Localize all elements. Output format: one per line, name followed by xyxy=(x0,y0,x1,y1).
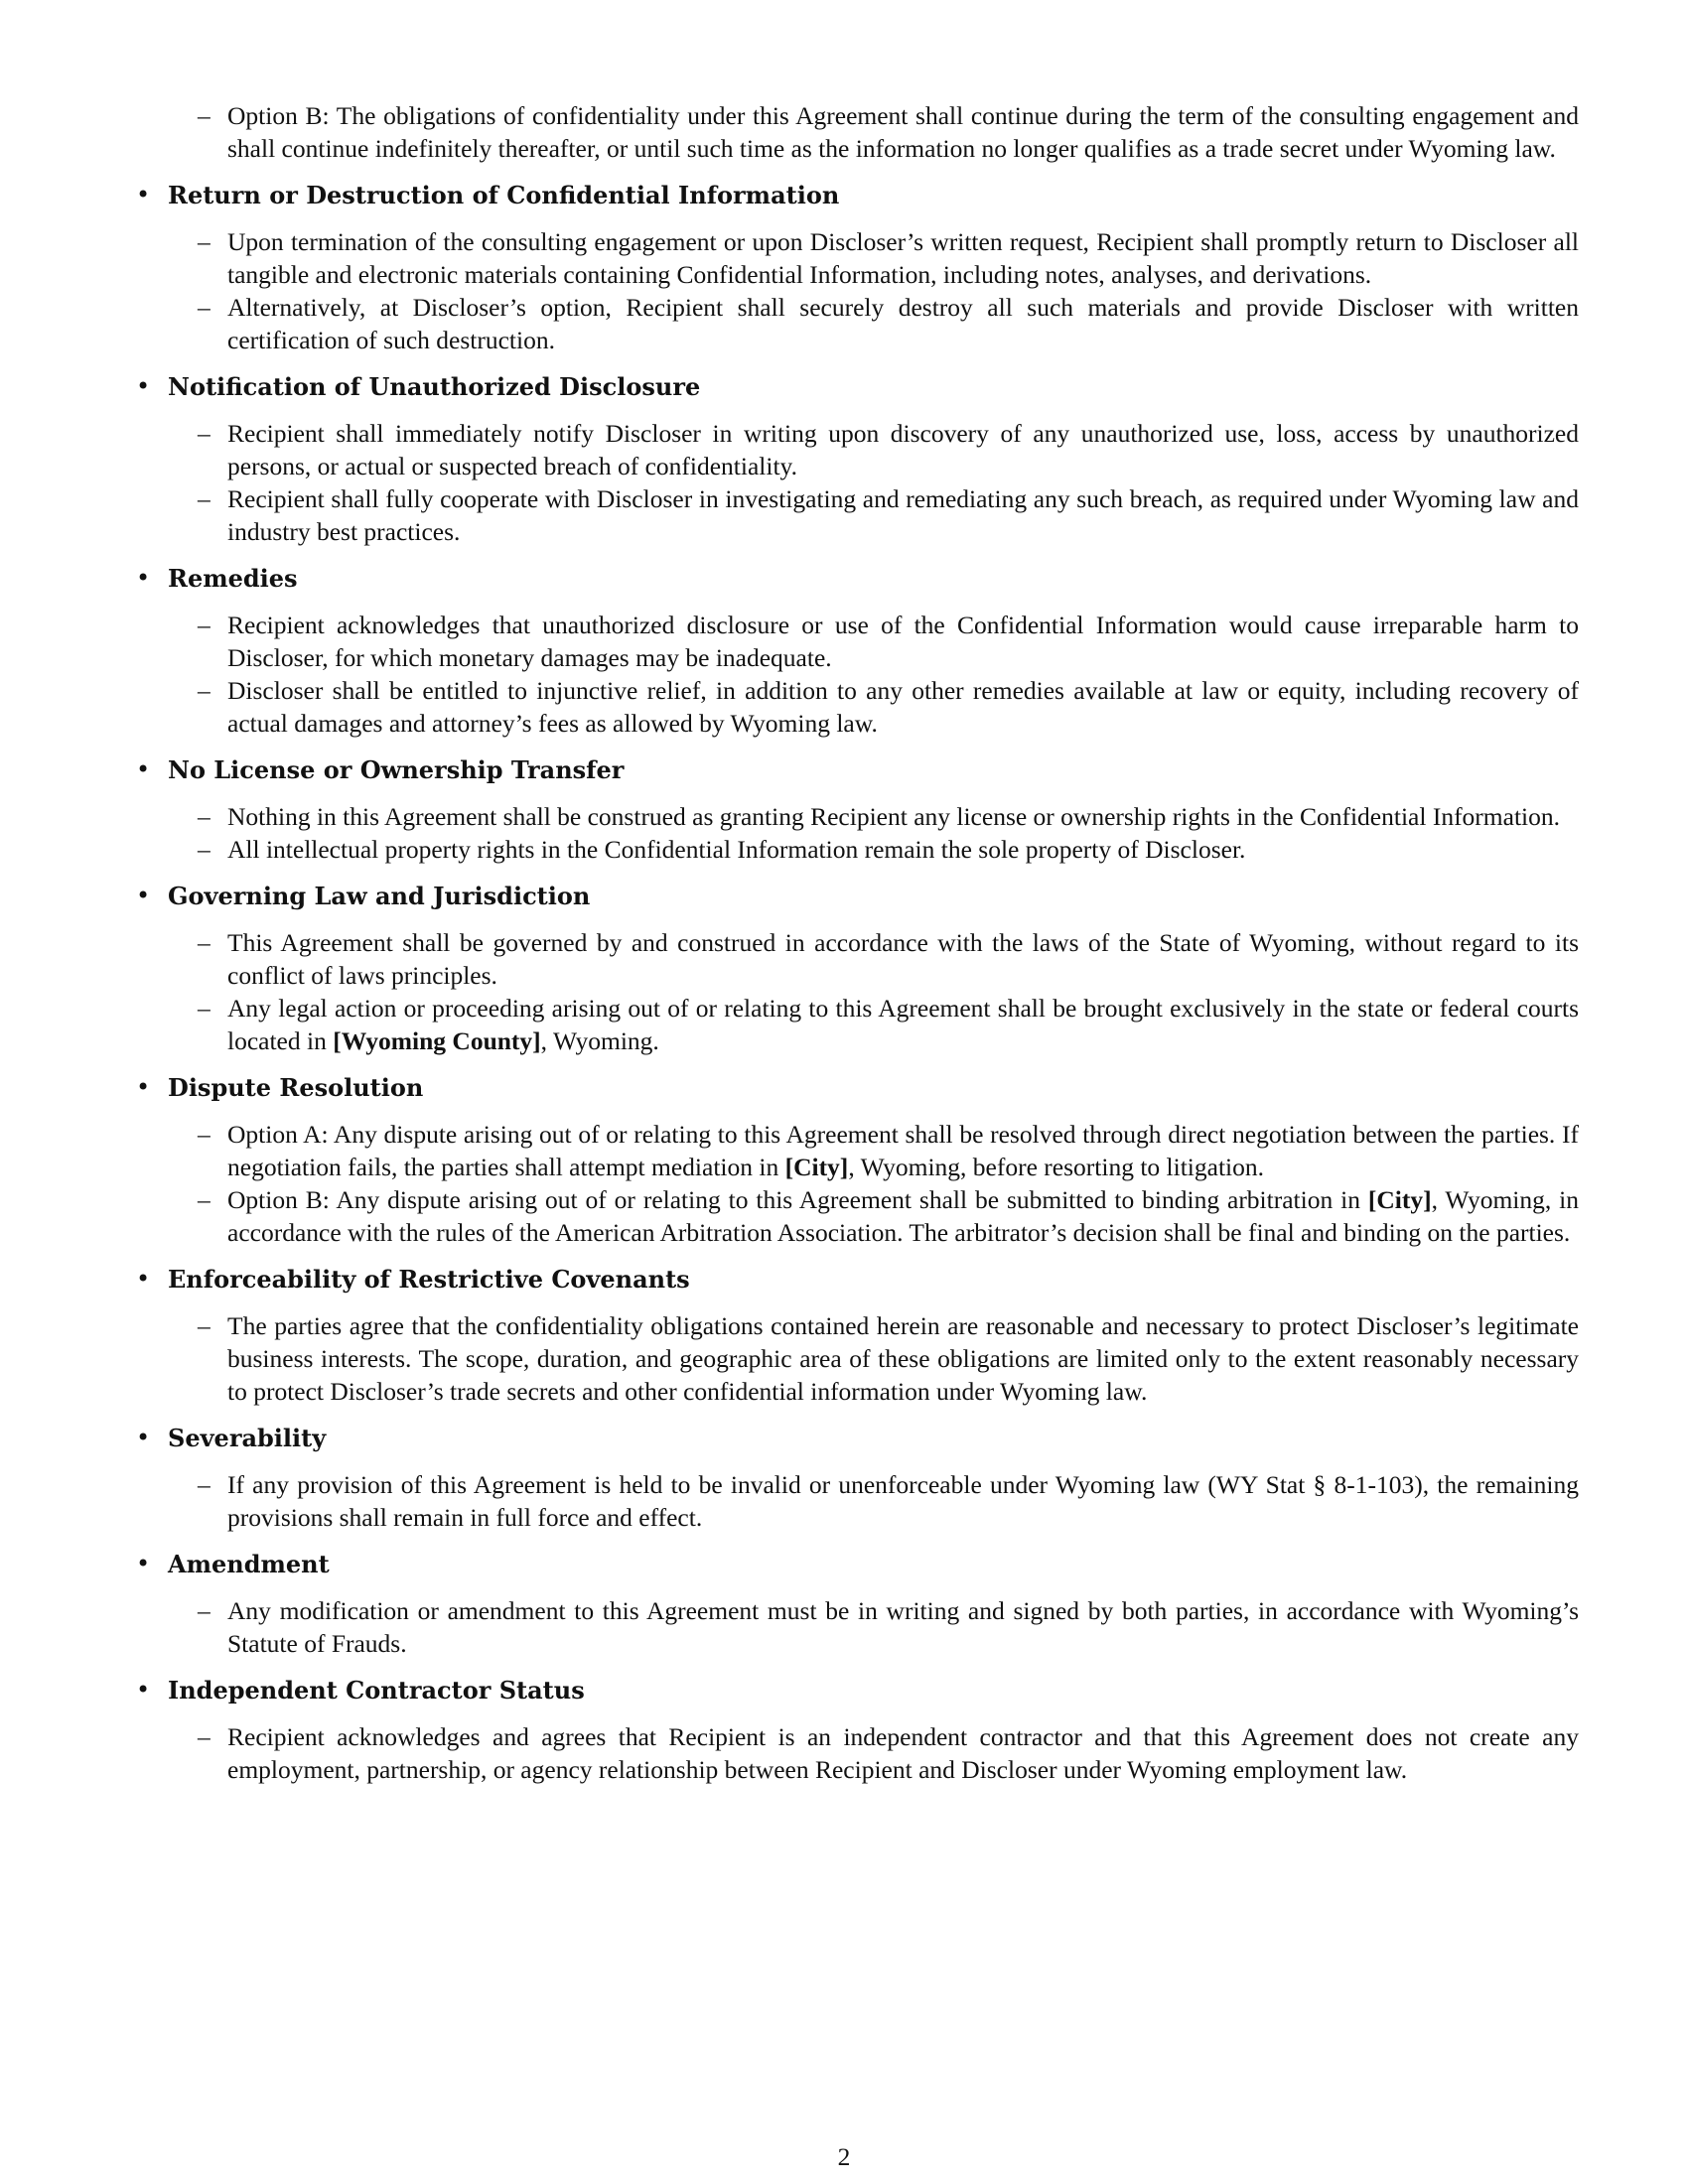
list-item xyxy=(134,417,1579,482)
sub-list xyxy=(134,1720,1579,1786)
bullet-marker: • xyxy=(136,1424,151,1451)
item-text: This Agreement shall be governed by and construed in accordance with the laws of the State of Wyoming, without regard to its conflict of laws principles. xyxy=(227,928,1579,990)
dash-marker: – xyxy=(198,1596,211,1625)
dash-marker: – xyxy=(198,676,211,705)
sub-list xyxy=(134,225,1579,356)
section-heading xyxy=(134,562,1579,595)
dash-marker: – xyxy=(198,101,211,130)
section-dispute-resolution xyxy=(134,1071,1579,1249)
bullet-marker: • xyxy=(136,1073,151,1101)
item-text: Recipient acknowledges and agrees that Recipient is an independent contractor and that this Agreement does not create any employment, partnership, or agency relationship between Recipient and Discloser under Wyoming employment law. xyxy=(227,1722,1579,1784)
item-text-after: , Wyoming. xyxy=(540,1026,659,1055)
dash-marker: – xyxy=(198,1470,211,1499)
section-title: Dispute Resolution xyxy=(168,1073,424,1102)
list-item xyxy=(134,992,1579,1057)
section-heading xyxy=(134,753,1579,786)
list-item xyxy=(134,99,1579,165)
section-no-license xyxy=(134,753,1579,866)
list-item xyxy=(134,1468,1579,1534)
sub-list xyxy=(134,1468,1579,1534)
dash-marker: – xyxy=(198,1185,211,1214)
item-text-before: Any legal action or proceeding arising out of or relating to this Agreement shall be brought exclusively in the state or federal courts located in xyxy=(227,994,1579,1055)
section-heading xyxy=(134,1674,1579,1706)
section-title: Return or Destruction of Confidential Information xyxy=(168,181,840,209)
dash-marker: – xyxy=(198,835,211,864)
dash-marker: – xyxy=(198,484,211,513)
sub-list xyxy=(134,609,1579,740)
section-title: Amendment xyxy=(168,1550,330,1578)
list-item xyxy=(134,1309,1579,1408)
item-text: The parties agree that the confidentiality obligations contained herein are reasonable and necessary to protect Discloser’s legitimate business interests. The scope, duration, and geographic area of these obligations are limited only to the extent reasonably necessary to protect Discloser’s trade secrets and other confidential information under Wyoming law. xyxy=(227,1311,1579,1406)
sub-list xyxy=(134,1594,1579,1660)
placeholder-city: [City] xyxy=(784,1153,849,1181)
section-notification xyxy=(134,370,1579,548)
list-item xyxy=(134,1183,1579,1249)
placeholder-county: [Wyoming County] xyxy=(333,1026,541,1055)
section-heading xyxy=(134,1071,1579,1104)
bullet-marker: • xyxy=(136,372,151,400)
sub-list xyxy=(134,800,1579,866)
item-text: Option B: The obligations of confidentiality under this Agreement shall continue during the term of the consulting engagement and shall continue indefinitely thereafter, or until such time as the information no longer qualifies as a trade secret under Wyoming law. xyxy=(227,101,1579,163)
sub-list xyxy=(134,1118,1579,1249)
list-item xyxy=(134,1594,1579,1660)
item-text: Recipient acknowledges that unauthorized disclosure or use of the Confidential Information would cause irreparable harm to Discloser, for which monetary damages may be inadequate. xyxy=(227,611,1579,672)
list-item xyxy=(134,482,1579,548)
item-text-after: , Wyoming, before resorting to litigation. xyxy=(848,1153,1264,1181)
list-item xyxy=(134,926,1579,992)
sub-list xyxy=(134,1309,1579,1408)
dash-marker: – xyxy=(198,611,211,639)
section-heading xyxy=(134,179,1579,211)
list-item xyxy=(134,1720,1579,1786)
dash-marker: – xyxy=(198,293,211,322)
section-enforceability xyxy=(134,1263,1579,1408)
bullet-marker: • xyxy=(136,755,151,783)
section-independent-contractor xyxy=(134,1674,1579,1786)
item-text: Discloser shall be entitled to injunctive relief, in addition to any other remedies available at law or equity, including recovery of actual damages and attorney’s fees as allowed by Wyoming law. xyxy=(227,676,1579,738)
section-title: Remedies xyxy=(168,564,298,593)
bullet-marker: • xyxy=(136,882,151,909)
item-text: Upon termination of the consulting engagement or upon Discloser’s written request, Recipient shall promptly return to Discloser all tangible and electronic materials containing Confidential Information, including notes, analyses, and derivations. xyxy=(227,227,1579,289)
bullet-marker: • xyxy=(136,1676,151,1704)
section-title: Independent Contractor Status xyxy=(168,1676,585,1705)
item-text-after: , Wyoming, in accordance with the rules of the American Arbitration Association. The arbitrator’s decision shall be final and binding on the parties. xyxy=(227,1185,1579,1247)
bullet-marker: • xyxy=(136,181,151,208)
list-item xyxy=(134,225,1579,291)
section-governing-law xyxy=(134,880,1579,1057)
placeholder-city: [City] xyxy=(1367,1185,1432,1214)
bullet-marker: • xyxy=(136,1265,151,1293)
list-item xyxy=(134,800,1579,833)
section-heading xyxy=(134,1422,1579,1454)
dash-marker: – xyxy=(198,994,211,1023)
section-return-destruction xyxy=(134,179,1579,356)
item-text: Nothing in this Agreement shall be construed as granting Recipient any license or ownership rights in the Confidential Information. xyxy=(227,802,1560,831)
dash-marker: – xyxy=(198,227,211,256)
item-text: Recipient shall immediately notify Discloser in writing upon discovery of any unauthorized use, loss, access by unauthorized persons, or actual or suspected breach of confidentiality. xyxy=(227,419,1579,480)
list-item xyxy=(134,291,1579,356)
dash-marker: – xyxy=(198,1311,211,1340)
item-text-before: Option B: Any dispute arising out of or relating to this Agreement shall be submitted to binding arbitration in xyxy=(227,1185,1368,1214)
section-title: No License or Ownership Transfer xyxy=(168,755,625,784)
list-item xyxy=(134,674,1579,740)
section-title: Enforceability of Restrictive Covenants xyxy=(168,1265,690,1294)
item-text: Any modification or amendment to this Agreement must be in writing and signed by both parties, in accordance with Wyoming’s Statute of Frauds. xyxy=(227,1596,1579,1658)
document-body xyxy=(134,99,1579,1786)
section-heading xyxy=(134,1263,1579,1296)
item-text: Alternatively, at Discloser’s option, Recipient shall securely destroy all such materials and provide Discloser with written certification of such destruction. xyxy=(227,293,1579,354)
item-text-before: Option A: Any dispute arising out of or relating to this Agreement shall be resolved through direct negotiation between the parties. If negotiation fails, the parties shall attempt mediation in xyxy=(227,1120,1579,1181)
sub-list xyxy=(134,926,1579,1057)
dash-marker: – xyxy=(198,1722,211,1751)
bullet-marker: • xyxy=(136,1550,151,1577)
section-amendment xyxy=(134,1548,1579,1660)
section-title: Notification of Unauthorized Disclosure xyxy=(168,372,701,401)
section-title: Governing Law and Jurisdiction xyxy=(168,882,591,910)
section-heading xyxy=(134,880,1579,912)
page-number: 2 xyxy=(837,2142,851,2171)
item-text: If any provision of this Agreement is held to be invalid or unenforceable under Wyoming law (WY Stat § 8-1-103), the remaining provisions shall remain in full force and effect. xyxy=(227,1470,1579,1532)
item-text: All intellectual property rights in the Confidential Information remain the sole property of Discloser. xyxy=(227,835,1246,864)
dash-marker: – xyxy=(198,928,211,957)
item-text: Recipient shall fully cooperate with Discloser in investigating and remediating any such breach, as required under Wyoming law and industry best practices. xyxy=(227,484,1579,546)
lead-sub-list xyxy=(134,99,1579,165)
section-heading xyxy=(134,370,1579,403)
section-heading xyxy=(134,1548,1579,1580)
bullet-marker: • xyxy=(136,564,151,592)
dash-marker: – xyxy=(198,802,211,831)
list-item xyxy=(134,833,1579,866)
list-item xyxy=(134,609,1579,674)
section-severability xyxy=(134,1422,1579,1534)
section-title: Severability xyxy=(168,1424,327,1452)
dash-marker: – xyxy=(198,1120,211,1149)
section-remedies xyxy=(134,562,1579,740)
dash-marker: – xyxy=(198,419,211,448)
sub-list xyxy=(134,417,1579,548)
list-item xyxy=(134,1118,1579,1183)
